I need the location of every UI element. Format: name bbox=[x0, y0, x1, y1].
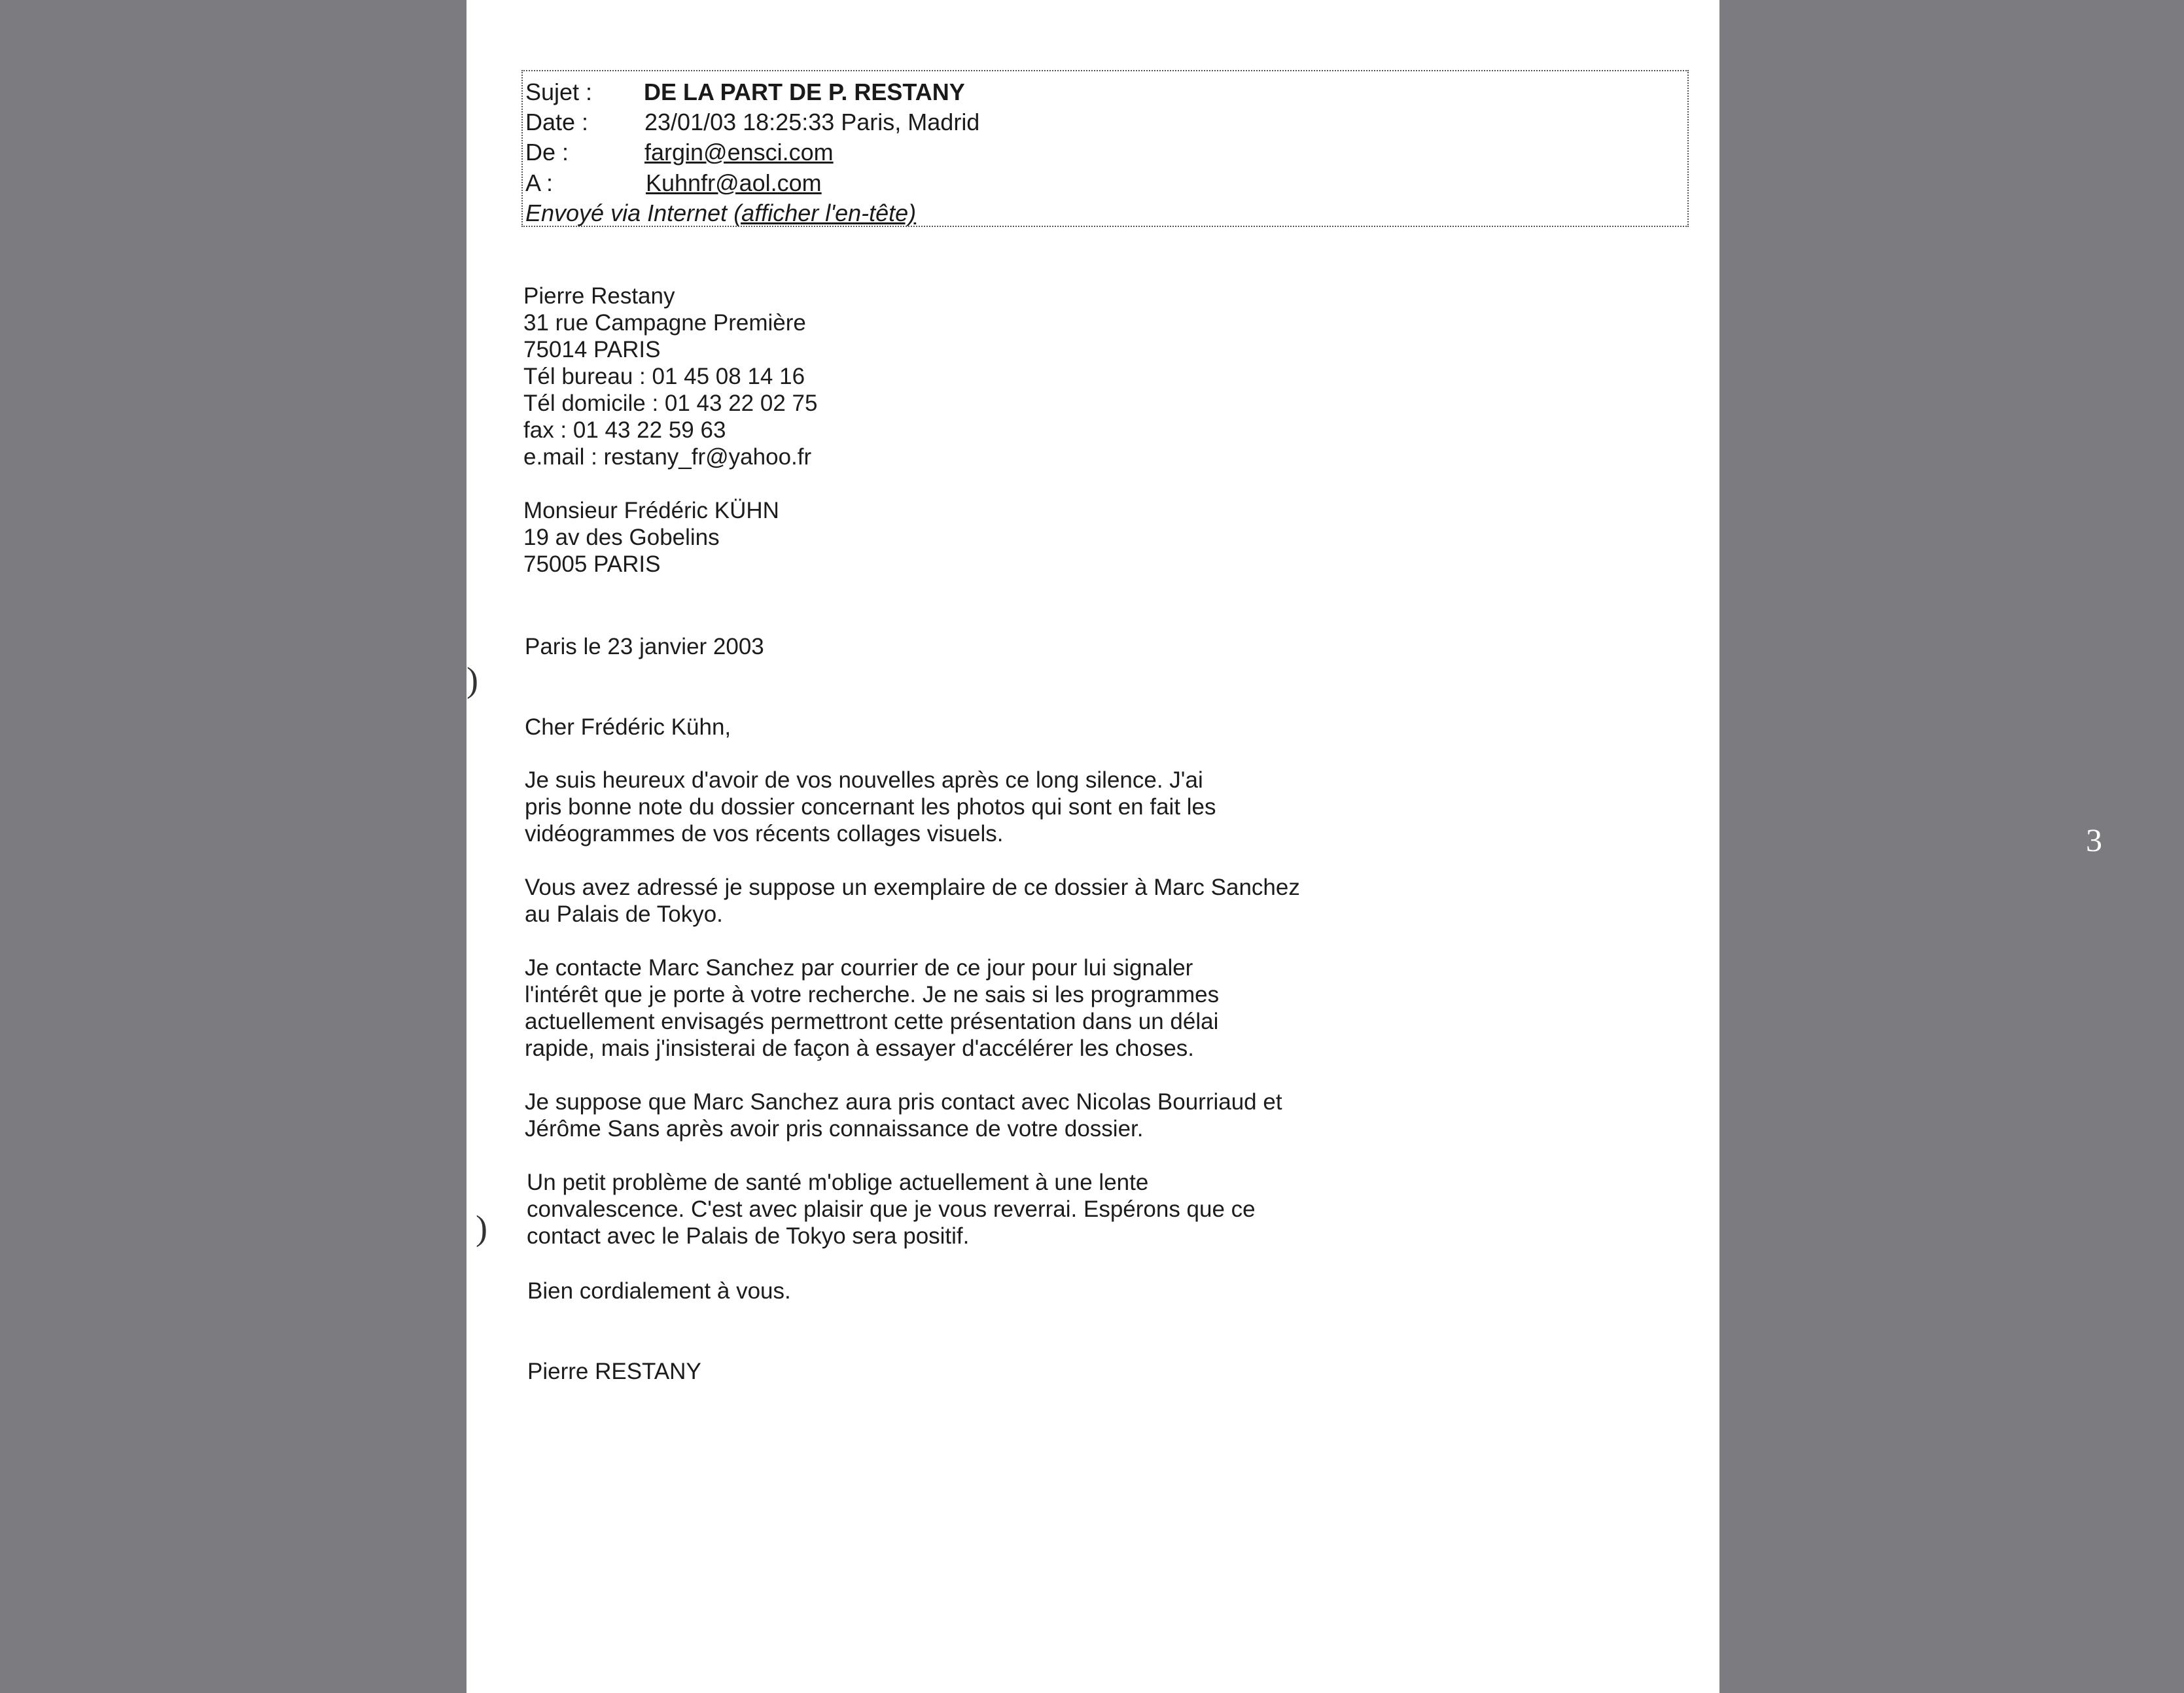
from-email-link[interactable]: fargin@ensci.com bbox=[644, 139, 834, 166]
paragraph-line: Vous avez adressé je suppose un exemplaire de ce dossier à Marc Sanchez bbox=[525, 875, 1300, 900]
sender-name: Pierre Restany bbox=[523, 283, 675, 309]
sender-email: e.mail : restany_fr@yahoo.fr bbox=[523, 444, 812, 470]
subject-label: Sujet : bbox=[525, 79, 593, 105]
paragraph-line: pris bonne note du dossier concernant les photos qui sont en fait les bbox=[525, 794, 1216, 820]
signature: Pierre RESTANY bbox=[527, 1359, 701, 1384]
paragraph-line: Jérôme Sans après avoir pris connaissance de votre dossier. bbox=[525, 1116, 1144, 1142]
binder-hole-mark: ) bbox=[476, 1208, 487, 1248]
paragraph-line: au Palais de Tokyo. bbox=[525, 901, 723, 927]
sender-fax: fax : 01 43 22 59 63 bbox=[523, 417, 726, 443]
page-number: 3 bbox=[2086, 822, 2102, 858]
place-date: Paris le 23 janvier 2003 bbox=[525, 634, 764, 659]
sent-via-text: Envoyé via Internet bbox=[525, 200, 734, 226]
sent-via-row bbox=[525, 199, 916, 228]
date-value: 23/01/03 18:25:33 Paris, Madrid bbox=[644, 109, 980, 135]
salutation: Cher Frédéric Kühn, bbox=[525, 714, 731, 740]
paragraph-line: rapide, mais j'insisterai de façon à essayer d'accélérer les choses. bbox=[525, 1036, 1195, 1061]
sender-home-phone: Tél domicile : 01 43 22 02 75 bbox=[523, 391, 818, 416]
paragraph-line: vidéogrammes de vos récents collages visuels. bbox=[525, 821, 1004, 846]
paragraph-line: l'intérêt que je porte à votre recherche. Je ne sais si les programmes bbox=[525, 982, 1220, 1007]
show-header-link[interactable]: (afficher l'en-tête) bbox=[733, 200, 917, 226]
subject-value: DE LA PART DE P. RESTANY bbox=[644, 79, 965, 105]
closing: Bien cordialement à vous. bbox=[527, 1278, 791, 1304]
paragraph-line: Je suis heureux d'avoir de vos nouvelles après ce long silence. J'ai bbox=[525, 767, 1203, 793]
sender-city: 75014 PARIS bbox=[523, 337, 661, 362]
binder-hole-mark: ) bbox=[467, 660, 478, 699]
sender-office-phone: Tél bureau : 01 45 08 14 16 bbox=[523, 364, 805, 389]
date-label: Date : bbox=[525, 109, 589, 135]
email-header bbox=[521, 70, 1689, 227]
paragraph-line: convalescence. C'est avec plaisir que je vous reverrai. Espérons que ce bbox=[527, 1196, 1256, 1222]
recipient-street: 19 av des Gobelins bbox=[523, 525, 720, 550]
paragraph-line: Je suppose que Marc Sanchez aura pris contact avec Nicolas Bourriaud et bbox=[525, 1089, 1282, 1115]
from-label: De : bbox=[525, 139, 569, 166]
recipient-name: Monsieur Frédéric KÜHN bbox=[523, 498, 779, 523]
paragraph-line: Je contacte Marc Sanchez par courrier de ce jour pour lui signaler bbox=[525, 955, 1193, 981]
sender-street: 31 rue Campagne Première bbox=[523, 310, 806, 336]
paragraph-line: contact avec le Palais de Tokyo sera positif. bbox=[527, 1223, 970, 1249]
recipient-city: 75005 PARIS bbox=[523, 551, 661, 577]
paragraph-line: Un petit problème de santé m'oblige actuellement à une lente bbox=[527, 1170, 1149, 1195]
to-email-link[interactable]: Kuhnfr@aol.com bbox=[646, 169, 822, 196]
paragraph-line: actuellement envisagés permettront cette présentation dans un délai bbox=[525, 1009, 1219, 1034]
to-label: A : bbox=[525, 169, 554, 196]
